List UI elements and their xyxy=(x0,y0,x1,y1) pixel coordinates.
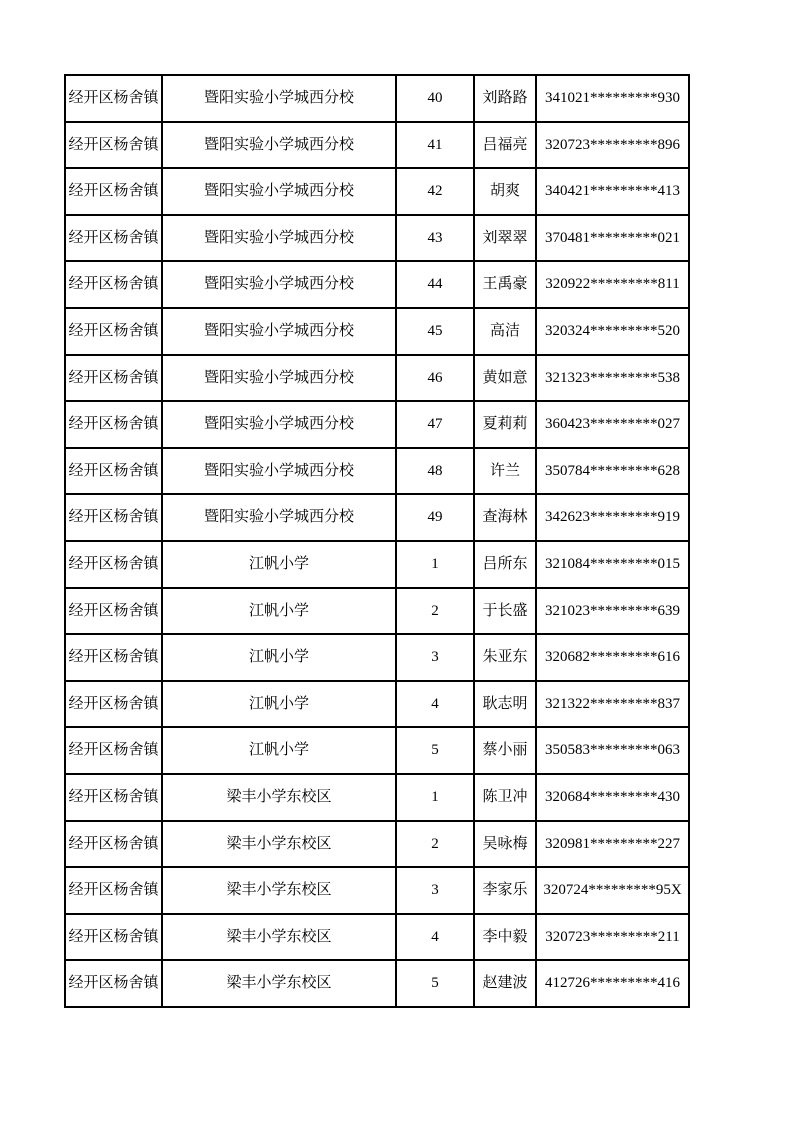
id-cell: 320324*********520 xyxy=(536,308,689,355)
table-row xyxy=(65,960,689,1007)
id-cell: 320723*********896 xyxy=(536,122,689,169)
school-cell: 暨阳实验小学城西分校 xyxy=(162,448,396,495)
id-cell: 412726*********416 xyxy=(536,960,689,1007)
name-cell: 吕福亮 xyxy=(474,122,536,169)
number-cell: 47 xyxy=(396,401,474,448)
table-row xyxy=(65,168,689,215)
id-cell: 321084*********015 xyxy=(536,541,689,588)
school-cell: 梁丰小学东校区 xyxy=(162,867,396,914)
district-cell: 经开区杨舍镇 xyxy=(65,401,162,448)
number-cell: 43 xyxy=(396,215,474,262)
table-row xyxy=(65,122,689,169)
id-cell: 320922*********811 xyxy=(536,261,689,308)
name-cell: 吴咏梅 xyxy=(474,821,536,868)
district-cell: 经开区杨舍镇 xyxy=(65,821,162,868)
id-cell: 321323*********538 xyxy=(536,355,689,402)
name-cell: 刘路路 xyxy=(474,75,536,122)
district-cell: 经开区杨舍镇 xyxy=(65,541,162,588)
table-row xyxy=(65,401,689,448)
table-row xyxy=(65,75,689,122)
table-row xyxy=(65,867,689,914)
name-cell: 朱亚东 xyxy=(474,634,536,681)
name-cell: 高洁 xyxy=(474,308,536,355)
school-cell: 梁丰小学东校区 xyxy=(162,914,396,961)
district-cell: 经开区杨舍镇 xyxy=(65,494,162,541)
id-cell: 321322*********837 xyxy=(536,681,689,728)
table-row xyxy=(65,727,689,774)
number-cell: 46 xyxy=(396,355,474,402)
district-cell: 经开区杨舍镇 xyxy=(65,355,162,402)
school-cell: 暨阳实验小学城西分校 xyxy=(162,355,396,402)
name-cell: 黄如意 xyxy=(474,355,536,402)
district-cell: 经开区杨舍镇 xyxy=(65,914,162,961)
district-cell: 经开区杨舍镇 xyxy=(65,448,162,495)
school-cell: 江帆小学 xyxy=(162,588,396,635)
school-cell: 江帆小学 xyxy=(162,681,396,728)
id-cell: 320724*********95X xyxy=(536,867,689,914)
table-row xyxy=(65,308,689,355)
name-cell: 李家乐 xyxy=(474,867,536,914)
id-cell: 360423*********027 xyxy=(536,401,689,448)
district-cell: 经开区杨舍镇 xyxy=(65,774,162,821)
school-cell: 暨阳实验小学城西分校 xyxy=(162,122,396,169)
school-cell: 暨阳实验小学城西分校 xyxy=(162,494,396,541)
school-cell: 梁丰小学东校区 xyxy=(162,821,396,868)
table-row xyxy=(65,494,689,541)
name-cell: 于长盛 xyxy=(474,588,536,635)
number-cell: 49 xyxy=(396,494,474,541)
table-row xyxy=(65,634,689,681)
name-cell: 耿志明 xyxy=(474,681,536,728)
name-cell: 胡爽 xyxy=(474,168,536,215)
district-cell: 经开区杨舍镇 xyxy=(65,727,162,774)
school-cell: 江帆小学 xyxy=(162,634,396,681)
table-row xyxy=(65,261,689,308)
number-cell: 5 xyxy=(396,727,474,774)
district-cell: 经开区杨舍镇 xyxy=(65,168,162,215)
name-cell: 蔡小丽 xyxy=(474,727,536,774)
table-row xyxy=(65,774,689,821)
table-row xyxy=(65,588,689,635)
number-cell: 45 xyxy=(396,308,474,355)
district-cell: 经开区杨舍镇 xyxy=(65,75,162,122)
name-cell: 赵建波 xyxy=(474,960,536,1007)
school-cell: 暨阳实验小学城西分校 xyxy=(162,401,396,448)
number-cell: 1 xyxy=(396,774,474,821)
id-cell: 320684*********430 xyxy=(536,774,689,821)
name-cell: 刘翠翠 xyxy=(474,215,536,262)
school-cell: 江帆小学 xyxy=(162,541,396,588)
number-cell: 4 xyxy=(396,681,474,728)
number-cell: 3 xyxy=(396,867,474,914)
id-cell: 320981*********227 xyxy=(536,821,689,868)
district-cell: 经开区杨舍镇 xyxy=(65,215,162,262)
district-cell: 经开区杨舍镇 xyxy=(65,634,162,681)
number-cell: 42 xyxy=(396,168,474,215)
school-cell: 暨阳实验小学城西分校 xyxy=(162,75,396,122)
name-cell: 查海林 xyxy=(474,494,536,541)
school-cell: 暨阳实验小学城西分校 xyxy=(162,215,396,262)
number-cell: 41 xyxy=(396,122,474,169)
table-row xyxy=(65,215,689,262)
id-cell: 370481*********021 xyxy=(536,215,689,262)
school-cell: 梁丰小学东校区 xyxy=(162,960,396,1007)
roster-body xyxy=(65,75,689,1007)
district-cell: 经开区杨舍镇 xyxy=(65,122,162,169)
student-roster-table xyxy=(64,74,690,1008)
number-cell: 48 xyxy=(396,448,474,495)
table-row xyxy=(65,681,689,728)
school-cell: 暨阳实验小学城西分校 xyxy=(162,168,396,215)
district-cell: 经开区杨舍镇 xyxy=(65,681,162,728)
table-row xyxy=(65,821,689,868)
number-cell: 2 xyxy=(396,588,474,635)
district-cell: 经开区杨舍镇 xyxy=(65,867,162,914)
number-cell: 3 xyxy=(396,634,474,681)
name-cell: 陈卫冲 xyxy=(474,774,536,821)
school-cell: 暨阳实验小学城西分校 xyxy=(162,308,396,355)
district-cell: 经开区杨舍镇 xyxy=(65,308,162,355)
id-cell: 321023*********639 xyxy=(536,588,689,635)
table-row xyxy=(65,914,689,961)
table-row xyxy=(65,355,689,402)
number-cell: 5 xyxy=(396,960,474,1007)
id-cell: 341021*********930 xyxy=(536,75,689,122)
number-cell: 44 xyxy=(396,261,474,308)
school-cell: 梁丰小学东校区 xyxy=(162,774,396,821)
id-cell: 320682*********616 xyxy=(536,634,689,681)
table-row xyxy=(65,541,689,588)
name-cell: 许兰 xyxy=(474,448,536,495)
id-cell: 350784*********628 xyxy=(536,448,689,495)
name-cell: 吕所东 xyxy=(474,541,536,588)
school-cell: 江帆小学 xyxy=(162,727,396,774)
district-cell: 经开区杨舍镇 xyxy=(65,588,162,635)
number-cell: 4 xyxy=(396,914,474,961)
number-cell: 40 xyxy=(396,75,474,122)
number-cell: 2 xyxy=(396,821,474,868)
name-cell: 李中毅 xyxy=(474,914,536,961)
name-cell: 夏莉莉 xyxy=(474,401,536,448)
number-cell: 1 xyxy=(396,541,474,588)
table-row xyxy=(65,448,689,495)
school-cell: 暨阳实验小学城西分校 xyxy=(162,261,396,308)
id-cell: 340421*********413 xyxy=(536,168,689,215)
id-cell: 320723*********211 xyxy=(536,914,689,961)
id-cell: 350583*********063 xyxy=(536,727,689,774)
district-cell: 经开区杨舍镇 xyxy=(65,261,162,308)
name-cell: 王禹豪 xyxy=(474,261,536,308)
district-cell: 经开区杨舍镇 xyxy=(65,960,162,1007)
id-cell: 342623*********919 xyxy=(536,494,689,541)
